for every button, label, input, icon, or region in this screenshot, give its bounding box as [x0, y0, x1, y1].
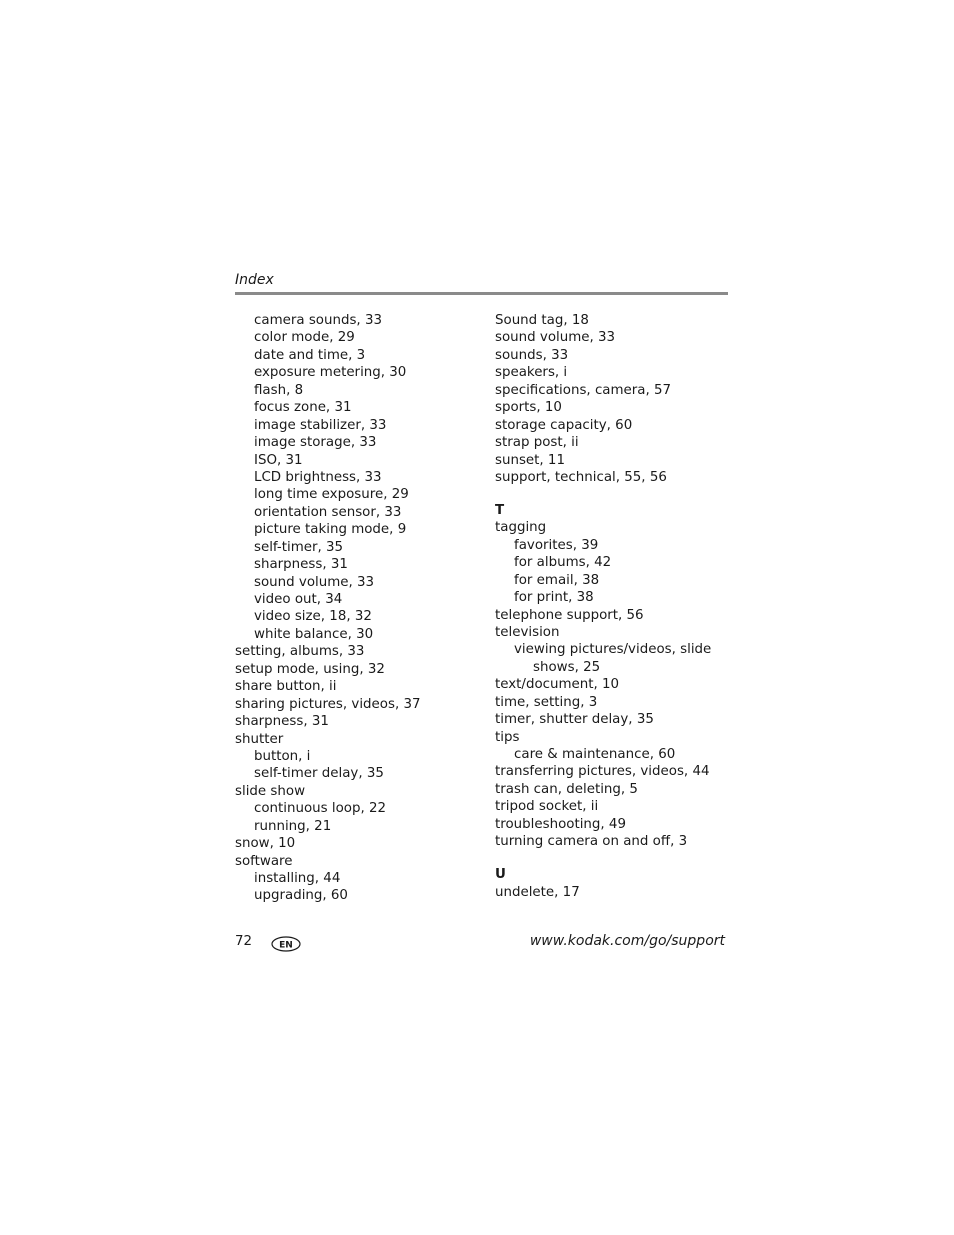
index-subentry: viewing pictures/videos, slide [514, 642, 712, 658]
index-entry: text/document, 10 [495, 677, 620, 693]
index-subentry: image stabilizer, 33 [254, 417, 387, 433]
index-spacer [495, 486, 711, 502]
index-entry: setting, albums, 33 [235, 644, 365, 660]
index-subentry: LCD brightness, 33 [254, 469, 382, 485]
index-subentry: care & maintenance, 60 [514, 747, 676, 762]
index-entry: sunset, 11 [495, 452, 565, 468]
index-entry: sports, 10 [495, 400, 562, 416]
index-entry: trash can, deleting, 5 [495, 781, 638, 797]
index-spacer [495, 851, 711, 867]
index-subentry: long time exposure, 29 [254, 487, 409, 503]
index-subentry: picture taking mode, 9 [254, 522, 407, 538]
index-subentry: white balance, 30 [254, 626, 374, 642]
index-entry: tripod socket, ii [495, 799, 599, 815]
index-entry: share button, ii [235, 679, 337, 695]
language-badge-label: EN [279, 940, 293, 951]
index-entry: sharing pictures, videos, 37 [235, 696, 421, 712]
index-subentry: focus zone, 31 [254, 400, 352, 416]
index-letter-heading: T [495, 502, 505, 518]
index-subentry: sharpness, 31 [254, 557, 348, 573]
index-letter-heading: U [495, 867, 506, 883]
index-subentry: for albums, 42 [514, 555, 612, 571]
index-entry: transferring pictures, videos, 44 [495, 764, 710, 780]
index-subentry: video out, 34 [254, 592, 343, 607]
index-entry: support, technical, 55, 56 [495, 469, 667, 485]
index-entry: setup mode, using, 32 [235, 661, 385, 677]
index-column-left [235, 312, 421, 905]
index-subentry: shows, 25 [533, 659, 601, 675]
page-header-title: Index [235, 272, 274, 288]
index-subentry: self-timer delay, 35 [254, 766, 384, 782]
index-column-right [495, 312, 711, 901]
index-entry: television [495, 624, 560, 640]
index-entry: software [235, 853, 293, 869]
page-number: 72 [235, 934, 253, 949]
index-subentry: exposure metering, 30 [254, 365, 407, 381]
index-entry: telephone support, 56 [495, 607, 644, 623]
index-entry: strap post, ii [495, 435, 579, 451]
index-entry: slide show [235, 783, 306, 799]
index-subentry: continuous loop, 22 [254, 801, 387, 817]
index-entry: time, setting, 3 [495, 694, 598, 710]
index-subentry: date and time, 3 [254, 347, 366, 363]
language-badge-icon [271, 936, 301, 952]
index-subentry: camera sounds, 33 [254, 313, 382, 328]
index-entry: snow, 10 [235, 836, 296, 852]
index-entry: shutter [235, 731, 284, 747]
index-subentry: color mode, 29 [254, 330, 355, 346]
index-subentry: upgrading, 60 [254, 888, 348, 904]
index-entry: troubleshooting, 49 [495, 816, 626, 832]
index-entry: sound volume, 33 [495, 330, 616, 346]
index-subentry: orientation sensor, 33 [254, 504, 402, 520]
index-entry: speakers, i [495, 365, 568, 381]
index-entry: timer, shutter delay, 35 [495, 712, 654, 728]
index-entry: specifications, camera, 57 [495, 382, 672, 398]
index-entry: tagging [495, 520, 547, 536]
index-subentry: image storage, 33 [254, 435, 377, 451]
index-subentry: self-timer, 35 [254, 539, 344, 555]
index-entry: turning camera on and off, 3 [495, 834, 688, 850]
index-subentry: for email, 38 [514, 572, 600, 588]
index-entry: sharpness, 31 [235, 714, 329, 730]
index-entry: undelete, 17 [495, 884, 580, 900]
index-entry: tips [495, 729, 520, 745]
index-entry: Sound tag, 18 [495, 313, 589, 328]
index-subentry: flash, 8 [254, 382, 304, 398]
index-entry: storage capacity, 60 [495, 417, 633, 433]
index-subentry: for print, 38 [514, 590, 594, 606]
index-subentry: video size, 18, 32 [254, 609, 372, 625]
index-subentry: ISO, 31 [254, 452, 303, 468]
index-subentry: running, 21 [254, 818, 332, 834]
index-entry: sounds, 33 [495, 347, 569, 363]
support-url[interactable]: www.kodak.com/go/support [529, 933, 725, 949]
header-divider [235, 292, 728, 295]
index-subentry: sound volume, 33 [254, 574, 375, 590]
index-subentry: installing, 44 [254, 871, 341, 886]
index-subentry: favorites, 39 [514, 537, 599, 553]
index-subentry: button, i [254, 748, 311, 764]
